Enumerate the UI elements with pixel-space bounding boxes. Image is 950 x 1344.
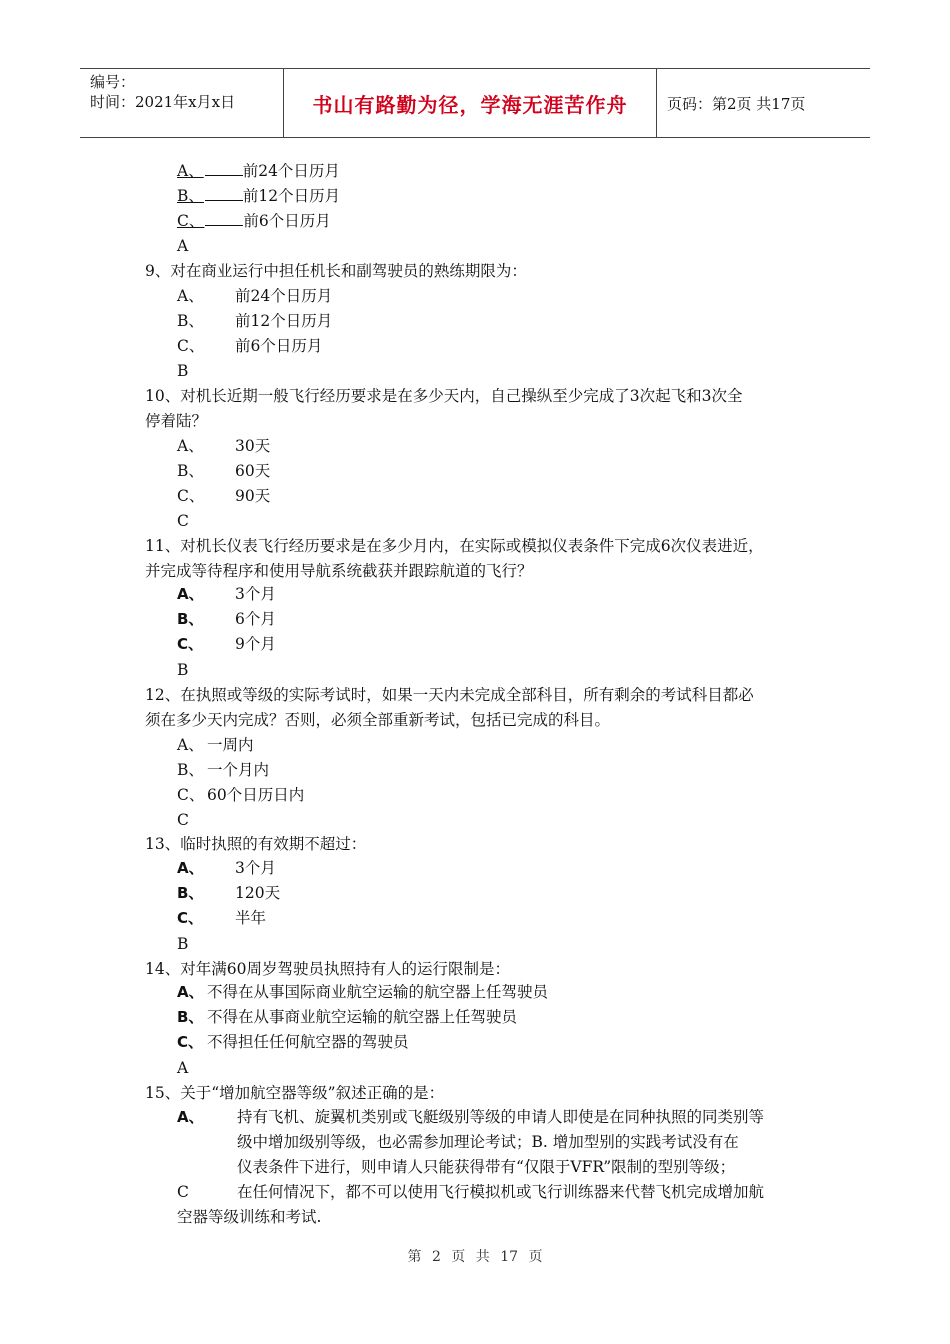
option-label: A、 (177, 983, 204, 1001)
option-text: 9个月 (235, 635, 276, 653)
option-text: 一周内 (207, 736, 254, 754)
header-meta-cell (80, 69, 283, 137)
option-label: A、 (177, 437, 204, 455)
question-text: 12、在执照或等级的实际考试时，如果一天内未完成全部科目，所有剩余的考试科目都必 (145, 686, 754, 704)
option-label: C、 (177, 786, 205, 804)
option-label: C、 (177, 1033, 204, 1051)
option-line (177, 982, 548, 1002)
option-text: 前24个日历月 (242, 162, 340, 180)
option-text: 前12个日历月 (235, 312, 333, 330)
option-text: 前6个日历月 (235, 337, 323, 355)
question-text: 15、关于“增加航空器等级”叙述正确的是： (145, 1084, 445, 1102)
option-text: 半年 (235, 909, 267, 927)
option-label: C (177, 1183, 189, 1201)
option-label: B、 (177, 312, 204, 330)
option-line (177, 1032, 409, 1052)
option-line (177, 461, 270, 481)
header-motto-cell (283, 69, 657, 137)
header-page-cell (657, 69, 870, 137)
option-text: 前12个日历月 (242, 187, 341, 205)
option-text: 一个月内 (207, 761, 270, 779)
option-line (177, 760, 269, 780)
option-text: 6个月 (235, 610, 276, 628)
answer-blank (205, 211, 243, 226)
page-footer: 第 2 页 共 17 页 (407, 1249, 543, 1265)
question-text: 9、对在商业运行中担任机长和副驾驶员的熟练期限为： (145, 262, 527, 280)
option-line (177, 883, 280, 903)
question-text: 13、临时执照的有效期不超过： (145, 835, 367, 853)
option-line (177, 1107, 235, 1127)
time-label: 时间：2021年x月x日 (90, 93, 236, 111)
option-line (177, 908, 266, 928)
option-label: B、 (177, 187, 204, 205)
motto-text: 书山有路勤为径，学海无涯苦作舟 (312, 92, 628, 117)
option-line (177, 286, 332, 306)
option-text: 120天 (235, 884, 281, 902)
option-label: B、 (177, 610, 204, 628)
option-text: 不得担任任何航空器的驾驶员 (207, 1033, 409, 1051)
question-text: 11、对机长仪表飞行经历要求是在多少月内，在实际或模拟仪表条件下完成6次仪表进近， (145, 537, 764, 555)
answer: A (177, 1059, 189, 1077)
option-text: 不得在从事商业航空运输的航空器上任驾驶员 (207, 1008, 518, 1026)
option-text: 仪表条件下进行，则申请人只能获得带有“仅限于VFR”限制的型别等级； (237, 1158, 736, 1176)
option-label: A、 (177, 859, 204, 877)
option-line (177, 161, 340, 181)
option-line (177, 735, 254, 755)
question-text: 停着陆？ (145, 412, 208, 430)
option-label: A、 (177, 287, 204, 305)
option-label: C、 (177, 212, 205, 230)
option-text: 30天 (235, 437, 271, 455)
option-label: C、 (177, 487, 205, 505)
option-label: B、 (177, 884, 204, 902)
option-line (177, 1182, 235, 1202)
question-text: 须在多少天内完成？否则，必须全部重新考试，包括已完成的科目。 (145, 711, 611, 729)
option-text: 空器等级训练和考试. (177, 1208, 322, 1226)
option-line (177, 311, 332, 331)
option-line (177, 436, 270, 456)
option-text: 60天 (235, 462, 271, 480)
option-text: 级中增加级别等级，也必需参加理论考试；B. 增加型别的实践考试没有在 (237, 1133, 739, 1151)
option-label: A、 (177, 162, 204, 180)
option-text: 3个月 (235, 859, 276, 877)
answer: C (177, 811, 189, 829)
option-line (177, 186, 340, 206)
option-line (177, 336, 322, 356)
question-text: 10、对机长近期一般飞行经历要求是在多少天内，自己操纵至少完成了3次起飞和3次全 (145, 387, 743, 405)
option-label: C、 (177, 909, 204, 927)
answer-blank (205, 161, 243, 176)
option-label: B、 (177, 1008, 204, 1026)
option-label: B、 (177, 462, 204, 480)
question-text: 并完成等待程序和使用导航系统截获并跟踪航道的飞行？ (145, 562, 533, 580)
option-label: C、 (177, 635, 204, 653)
option-text: 90天 (235, 487, 271, 505)
option-line (177, 634, 276, 654)
option-line (177, 609, 276, 629)
page-header (80, 68, 870, 138)
answer: B (177, 935, 189, 953)
answer: C (177, 512, 189, 530)
option-line (177, 785, 304, 805)
answer: A (177, 237, 189, 255)
page-info: 页码：第2页 共17页 (667, 94, 806, 113)
option-text: 不得在从事国际商业航空运输的航空器上任驾驶员 (207, 983, 549, 1001)
option-label: A、 (177, 736, 204, 754)
option-label: A、 (177, 1108, 204, 1126)
option-line (177, 486, 270, 506)
option-text: 在任何情况下，都不可以使用飞行模拟机或飞行训练器来代替飞机完成增加航 (237, 1183, 765, 1201)
option-label: B、 (177, 761, 204, 779)
option-text: 前6个日历月 (243, 212, 331, 230)
serial-label: 编号： (90, 73, 136, 91)
option-line (177, 584, 276, 604)
option-label: A、 (177, 585, 204, 603)
option-text: 60个日历日内 (207, 786, 305, 804)
option-line (177, 211, 331, 231)
option-line (177, 1007, 517, 1027)
option-text: 前24个日历月 (235, 287, 333, 305)
question-text: 14、对年满60周岁驾驶员执照持有人的运行限制是： (145, 960, 510, 978)
option-label: C、 (177, 337, 205, 355)
answer-blank (205, 186, 243, 201)
option-text: 持有飞机、旋翼机类别或飞艇级别等级的申请人即使是在同种执照的同类别等 (237, 1108, 765, 1126)
answer: B (177, 661, 189, 679)
option-line (177, 858, 276, 878)
answer: B (177, 362, 189, 380)
option-text: 3个月 (235, 585, 276, 603)
